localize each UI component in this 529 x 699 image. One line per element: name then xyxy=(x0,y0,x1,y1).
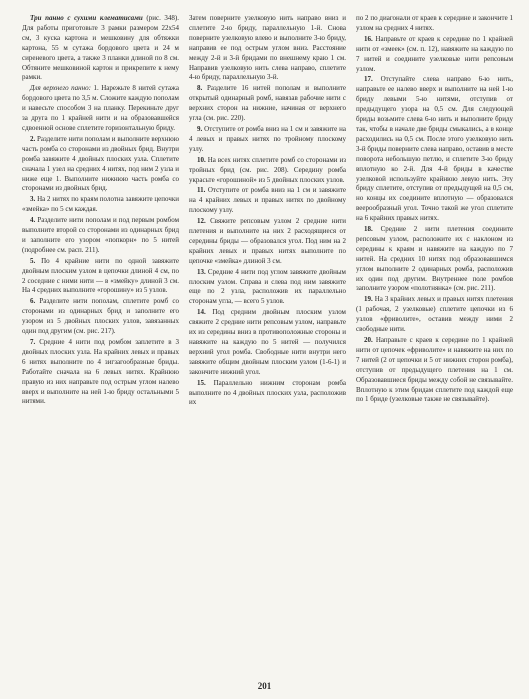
paragraph xyxy=(189,217,346,267)
paragraph-text: Под средним двойным плоским узлом свяжите 2 средние нити репсовым узлом, направьте их из середины вниз в противоположные стороны и навяжите на каждую по 5 нитей — получился верхний угол ромба. Свободные нити внутри него завяжите общим двойным плоским узлом (1-6-1) и закончите нижний угол. xyxy=(189,308,346,376)
paragraph xyxy=(22,297,179,337)
section-title: Три панно с сухими клематисами xyxy=(30,14,143,22)
step-number: 3. xyxy=(30,195,36,204)
step-number: 18. xyxy=(364,225,373,234)
paragraph-text: Разделите нити пополам и под первым ромбом выполните второй со сторонами из одинарных брид и заполните его узором «попкорн» по 5 нитей (подробнее см. расп. 211). xyxy=(22,216,179,254)
text-column-3 xyxy=(356,14,513,660)
paragraph xyxy=(22,135,179,194)
text-column-1 xyxy=(22,14,179,660)
page-number: 201 xyxy=(257,681,272,691)
paragraph-text: Направьте от краев к середине по 1 крайней нити от «змеек» (см. п. 12), навяжите на каждую по 7 нитей и соедините узелковые нити репсовым узлом. xyxy=(356,34,513,73)
paragraph xyxy=(356,295,513,335)
paragraph xyxy=(189,268,346,308)
paragraph xyxy=(22,338,179,407)
paragraph xyxy=(356,75,513,224)
step-number: 2. xyxy=(30,134,36,143)
paragraph xyxy=(189,186,346,216)
paragraph-text: Разделите 16 нитей пополам и выполните открытый одинарный ромб, навязав рабочие нити с верхних сторон на нижние, начиная от верхнего угла (см. рис. 220). xyxy=(189,84,346,123)
text-column-2 xyxy=(189,14,346,660)
step-number: 17. xyxy=(364,75,373,84)
paragraph-text: На 3 крайних левых и правых нитях плетения (1 рабочая, 2 узелковые) сплетите цепочки из 6 узлов «фриволите», оставив между ними 2 свободные нити. xyxy=(356,295,513,334)
step-number: 10. xyxy=(197,155,206,164)
step-number: 16. xyxy=(364,34,373,43)
step-number: 9. xyxy=(197,124,203,133)
paragraph xyxy=(189,379,346,409)
paragraph-text: по 2 по диагонали от краев к середине и закончите 1 узлом на средних 4 нитях. xyxy=(356,14,513,32)
paragraph-text: На всех нитях сплетите ромб со сторонами из тройных брид (см. рис. 208). Середину ромба украсьте «горошиной» из 5 двойных плоских узлов. xyxy=(189,155,346,184)
paragraph-text: Затем поверните узелковую нить направо вниз и сплетите 2-ю бриду, параллельную 1-й. Снова поверните узелковую влево и выполните 3-ю бриду, направив ее под острым углом вниз. Расстояние между 2-й и 3-й бридами по внешнему краю 1 см. Направив узелковую нить слева направо, сплетите 4-ю бриду, параллельную 3-й. xyxy=(189,14,346,82)
paragraph xyxy=(22,216,179,256)
step-number: 20. xyxy=(364,336,373,344)
paragraph-text: (рис. 348). Для работы приготовьте 3 рамки размером 22х54 см, 3 куска картона и мешковину для обтяжки картона, 55 м сутажа бордового цвета и 24 м сиреневого цвета, а также 3 планки длиной по 8 см. Обтяните мешковиной картон и прикрепите к нему рамки. xyxy=(22,14,179,82)
paragraph xyxy=(22,84,179,134)
paragraph xyxy=(356,225,513,294)
paragraph xyxy=(22,14,179,83)
step-number: 11. xyxy=(197,186,206,195)
paragraph-text: По 4 крайние нити по одной завяжите двойным плоским узлом в цепочки длиной 4 см, по 2 соседние с ними нити — в «змейку» длиной 3 см. На 4 средних выполните «горошину» из 5 узлов. xyxy=(22,256,179,295)
step-number: 7. xyxy=(30,338,36,346)
step-number: 8. xyxy=(197,84,203,93)
step-number: 19. xyxy=(364,295,373,304)
step-number: 6. xyxy=(30,297,36,306)
paragraph xyxy=(189,84,346,124)
paragraph xyxy=(356,14,513,34)
paragraph-text: 1. Нарежьте 8 нитей сутажа бордового цвета по 3,5 м. Сложите каждую пополам и навесьте способом 3 на планку. Перекиньте друг за друга по 1 крайней нити и на образовавшейся сдвоенной основе сплетите горизонтальную бриду. xyxy=(22,84,179,132)
paragraph xyxy=(356,35,513,75)
paragraph-text: Отступайте слева направо 6-ю нить, направьте ее налево вверх и выполните на ней 1-ю бриду левыми 5-ю нитями, отступив от предыдущего узора на 0,5 см. Для следующей бриды возьмите слева 6-ю нить и выполните бриду так, чтобы в начале две бриды смыкались, а в конце расходились на 0,5 см. После этого узелковую нить 3-й бриды поверните слева направо, оставив в месте поворота небольшую петлю, и сплетите 3-ю бриду вплотную ко 2-й. Для 4-й бриды в качестве узелковой используйте крайнюю левую нить. Эту бриду сплетите, отступив от предыдущей на 0,5 см, но концы их соедините вплотную — образовался веерообразный угол. Точно такой же угол сплетите на 6 крайних правых нитях. xyxy=(356,75,513,223)
paragraph-text: Отступите от ромба вниз на 1 см и завяжите на 4 крайних левых и правых нитях по двойному плоскому узлу. xyxy=(189,186,346,215)
paragraph xyxy=(189,14,346,83)
step-number: 13. xyxy=(197,267,206,276)
step-number: 15. xyxy=(197,378,206,387)
step-number: 4. xyxy=(30,216,36,225)
paragraph xyxy=(22,195,179,215)
text-columns xyxy=(22,14,513,660)
paragraph-text: Направьте с краев к середине по 1 крайней нити от цепочек «фриволите» и навяжите на них по 7 нитей (2 от цепочки и 5 от нижних сторон ромба), отступив от предыдущего плетения на 1 см. Образовавшиеся бриды между собой не связывайте. Вплотную к этим бридам сплетите под каждой еще по 1 бриде (узелковые также не связывайте). xyxy=(356,336,513,404)
step-number: 14. xyxy=(197,308,206,317)
paragraph xyxy=(22,257,179,297)
paragraph-text: Средние 4 нити под ромбом заплетите в 3 двойных плоских узла. На крайних левых и правых 6 нитях выполните по 4 зигзагообразные бриды. Работайте сначала на 6 левых нитях. Крайнюю правую из них направьте под острым углом налево вверх и выполните на ней 1-ю бриду остальными 5 нитями. xyxy=(22,338,179,406)
paragraph-text: На 2 нитях по краям полотна завяжите цепочки «змейка» по 5 см каждая. xyxy=(22,195,179,214)
paragraph-text: Свяжите репсовым узлом 2 средние нити плетения и выполните на них 2 расходящиеся от середины бриды — образовался угол. Под ним на 2 крайних левых и правых нитях выполните по цепочке «змейка» длиной 3 см. xyxy=(189,217,346,265)
paragraph-text: Средние 2 нити плетения соедините репсовым узлом, расположите их с наклоном из середины к краям и навяжите на каждую по 7 нитей. На средних 10 нитях под образовавшимся углом выполните 2 одинарных ромба, расположив их один под другим. Внутреннее поле ромбов заполните узором «полотнянка» (см. рис. 211). xyxy=(356,225,513,293)
paragraph xyxy=(356,336,513,405)
paragraph-text: Разделите нити пополам и выполните верхнюю часть ромба со сторонами из двойных брид. Внутри ромба завяжите 4 двойных плоских узла. Сплетите сначала 1 узел на средних 4 нитях, под ним 2 узла и ниже еще 1. Выполните нижнюю часть ромба со сторонами из двойных брид. xyxy=(22,134,179,193)
paragraph xyxy=(189,156,346,186)
paragraph-text: Средние 4 нити под углом завяжите двойным плоским узлом. Справа и слева под ним завяжите еще по 2 узла, расположив их параллельно сторонам угла, — всего 5 узлов. xyxy=(189,267,346,306)
paragraph xyxy=(189,125,346,155)
paragraph-text: Параллельно нижним сторонам ромба выполните по 4 двойных плоских узла, расположив их xyxy=(189,378,346,407)
subsection-label: Для верхнего панно: xyxy=(30,84,91,93)
step-number: 12. xyxy=(197,217,206,226)
step-number: 5. xyxy=(30,256,36,265)
paragraph-text: Разделите нити пополам, сплетите ромб со сторонами из одинарных брид и заполните его узором из 5 двойных плоских узлов, завязанных один под другим (см. рис. 217). xyxy=(22,297,179,336)
paragraph xyxy=(189,308,346,377)
paragraph-text: Отступите от ромба вниз на 1 см и завяжите на 4 левых и правых нитях по тройному плоскому узлу. xyxy=(189,124,346,153)
